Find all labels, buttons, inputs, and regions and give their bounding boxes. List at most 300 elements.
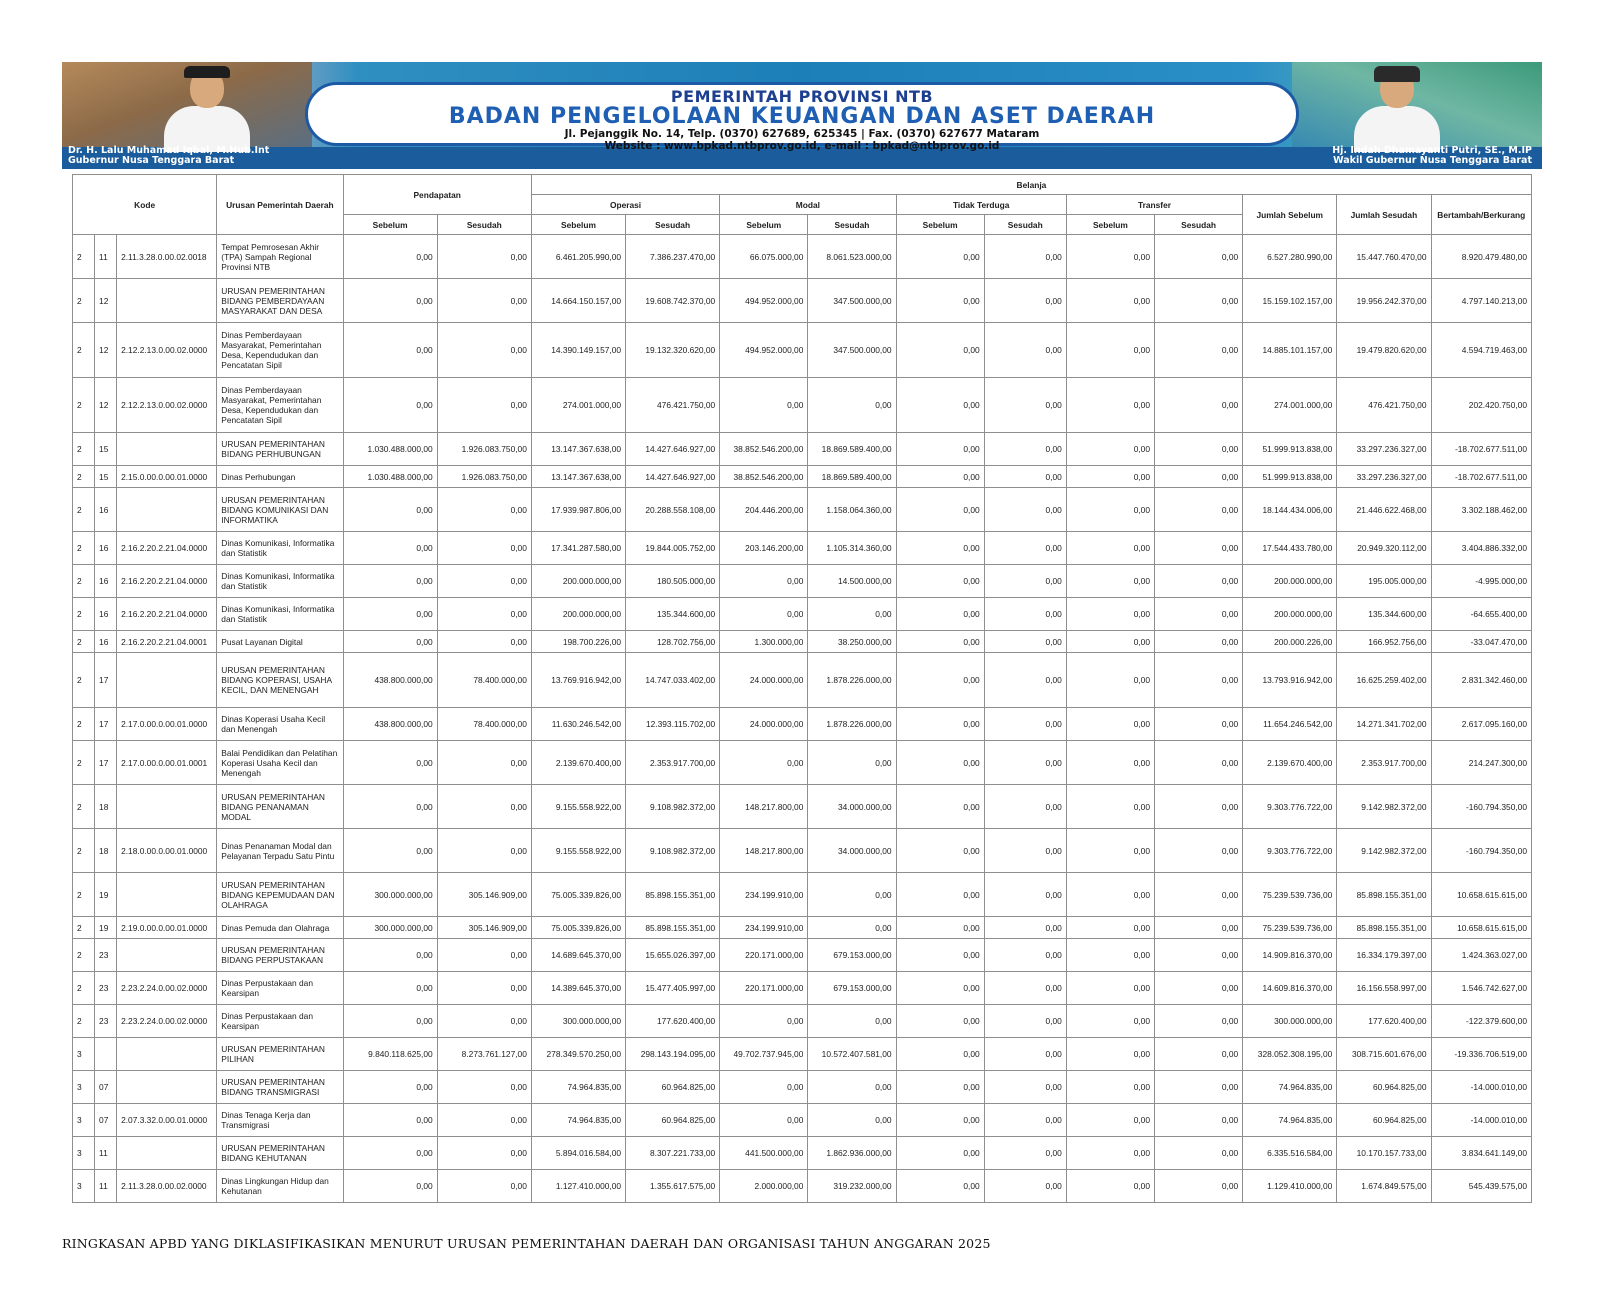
kode-organisasi: 2.16.2.20.2.21.04.0000 <box>117 565 217 598</box>
operasi-sebelum: 75.005.339.826,00 <box>531 917 625 939</box>
kode-urusan: 2 <box>73 939 95 972</box>
operasi-sesudah: 1.355.617.575,00 <box>626 1170 720 1203</box>
operasi-sesudah: 9.108.982.372,00 <box>626 785 720 829</box>
table-row <box>73 1038 1532 1071</box>
modal-sebelum: 2.000.000,00 <box>720 1170 808 1203</box>
jumlah-sesudah: 15.447.760.470,00 <box>1337 235 1431 279</box>
header-bertambah: Bertambah/Berkurang <box>1431 195 1532 235</box>
jumlah-sebelum: 274.001.000,00 <box>1243 378 1337 433</box>
tidak-terduga-sebelum: 0,00 <box>896 939 984 972</box>
pendapatan-sesudah: 0,00 <box>437 829 531 873</box>
tidak-terduga-sesudah: 0,00 <box>984 631 1066 653</box>
kode-urusan: 2 <box>73 631 95 653</box>
jumlah-sebelum: 75.239.539.736,00 <box>1243 917 1337 939</box>
header-modal: Modal <box>720 195 896 215</box>
table-row <box>73 565 1532 598</box>
document-footer-title: RINGKASAN APBD YANG DIKLASIFIKASIKAN MENURUT URUSAN PEMERINTAHAN DAERAH DAN ORGANISASI TAHUN ANGGARAN 2025 <box>62 1236 991 1251</box>
jumlah-sesudah: 195.005.000,00 <box>1337 565 1431 598</box>
pendapatan-sesudah: 0,00 <box>437 1005 531 1038</box>
modal-sesudah: 0,00 <box>808 917 896 939</box>
kode-bidang: 17 <box>95 708 117 741</box>
table-row <box>73 488 1532 532</box>
kode-bidang: 16 <box>95 598 117 631</box>
vice-governor-portrait <box>1342 66 1452 148</box>
jumlah-sebelum: 13.793.916.942,00 <box>1243 653 1337 708</box>
transfer-sesudah: 0,00 <box>1155 972 1243 1005</box>
kode-urusan: 2 <box>73 873 95 917</box>
jumlah-sebelum: 6.527.280.990,00 <box>1243 235 1337 279</box>
bertambah-berkurang: 4.594.719.463,00 <box>1431 323 1532 378</box>
modal-sesudah: 1.105.314.360,00 <box>808 532 896 565</box>
tidak-terduga-sebelum: 0,00 <box>896 598 984 631</box>
operasi-sebelum: 200.000.000,00 <box>531 565 625 598</box>
transfer-sesudah: 0,00 <box>1155 598 1243 631</box>
pendapatan-sebelum: 438.800.000,00 <box>343 708 437 741</box>
pendapatan-sesudah: 78.400.000,00 <box>437 653 531 708</box>
transfer-sesudah: 0,00 <box>1155 785 1243 829</box>
modal-sesudah: 14.500.000,00 <box>808 565 896 598</box>
kode-organisasi: 2.23.2.24.0.00.02.0000 <box>117 1005 217 1038</box>
urusan-name: Dinas Pemberdayaan Masyarakat, Pemerintahan Desa, Kependudukan dan Pencatatan Sipil <box>217 378 343 433</box>
operasi-sebelum: 5.894.016.584,00 <box>531 1137 625 1170</box>
modal-sebelum: 0,00 <box>720 598 808 631</box>
jumlah-sebelum: 14.909.816.370,00 <box>1243 939 1337 972</box>
kode-organisasi <box>117 488 217 532</box>
transfer-sesudah: 0,00 <box>1155 917 1243 939</box>
operasi-sesudah: 128.702.756,00 <box>626 631 720 653</box>
kode-organisasi <box>117 1137 217 1170</box>
kode-urusan: 2 <box>73 598 95 631</box>
operasi-sesudah: 14.427.646.927,00 <box>626 433 720 466</box>
modal-sesudah: 0,00 <box>808 1071 896 1104</box>
bertambah-berkurang: 3.302.188.462,00 <box>1431 488 1532 532</box>
urusan-name: Dinas Perhubungan <box>217 466 343 488</box>
modal-sebelum: 234.199.910,00 <box>720 873 808 917</box>
kode-urusan: 2 <box>73 741 95 785</box>
apbd-summary-table <box>72 174 1532 1203</box>
pendapatan-sesudah: 0,00 <box>437 488 531 532</box>
transfer-sesudah: 0,00 <box>1155 1071 1243 1104</box>
modal-sesudah: 18.869.589.400,00 <box>808 466 896 488</box>
operasi-sesudah: 135.344.600,00 <box>626 598 720 631</box>
bertambah-berkurang: -14.000.010,00 <box>1431 1071 1532 1104</box>
table-row <box>73 708 1532 741</box>
jumlah-sebelum: 74.964.835,00 <box>1243 1071 1337 1104</box>
bertambah-berkurang: 202.420.750,00 <box>1431 378 1532 433</box>
modal-sesudah: 0,00 <box>808 1104 896 1137</box>
operasi-sesudah: 9.108.982.372,00 <box>626 829 720 873</box>
transfer-sebelum: 0,00 <box>1066 653 1154 708</box>
tidak-terduga-sebelum: 0,00 <box>896 1005 984 1038</box>
kode-organisasi <box>117 873 217 917</box>
operasi-sesudah: 15.477.405.997,00 <box>626 972 720 1005</box>
modal-sebelum: 38.852.546.200,00 <box>720 433 808 466</box>
tidak-terduga-sebelum: 0,00 <box>896 785 984 829</box>
operasi-sebelum: 74.964.835,00 <box>531 1071 625 1104</box>
kode-organisasi: 2.12.2.13.0.00.02.0000 <box>117 378 217 433</box>
urusan-name: Dinas Perpustakaan dan Kearsipan <box>217 972 343 1005</box>
tidak-terduga-sesudah: 0,00 <box>984 785 1066 829</box>
pendapatan-sebelum: 0,00 <box>343 565 437 598</box>
tidak-terduga-sebelum: 0,00 <box>896 279 984 323</box>
kode-organisasi <box>117 1071 217 1104</box>
pendapatan-sesudah: 0,00 <box>437 532 531 565</box>
jumlah-sesudah: 166.952.756,00 <box>1337 631 1431 653</box>
pendapatan-sesudah: 0,00 <box>437 785 531 829</box>
tidak-terduga-sesudah: 0,00 <box>984 873 1066 917</box>
kode-urusan: 3 <box>73 1170 95 1203</box>
urusan-name: Pusat Layanan Digital <box>217 631 343 653</box>
modal-sebelum: 220.171.000,00 <box>720 939 808 972</box>
operasi-sebelum: 200.000.000,00 <box>531 598 625 631</box>
transfer-sebelum: 0,00 <box>1066 708 1154 741</box>
header-pendapatan: Pendapatan <box>343 175 531 215</box>
jumlah-sebelum: 18.144.434.006,00 <box>1243 488 1337 532</box>
kode-bidang: 19 <box>95 917 117 939</box>
pendapatan-sesudah: 0,00 <box>437 1170 531 1203</box>
urusan-name: Dinas Koperasi Usaha Kecil dan Menengah <box>217 708 343 741</box>
tidak-terduga-sebelum: 0,00 <box>896 323 984 378</box>
tidak-terduga-sesudah: 0,00 <box>984 378 1066 433</box>
tidak-terduga-sesudah: 0,00 <box>984 708 1066 741</box>
kode-bidang: 16 <box>95 565 117 598</box>
modal-sebelum: 234.199.910,00 <box>720 917 808 939</box>
kode-bidang: 17 <box>95 653 117 708</box>
pendapatan-sebelum: 9.840.118.625,00 <box>343 1038 437 1071</box>
urusan-name: URUSAN PEMERINTAHAN BIDANG PERPUSTAKAAN <box>217 939 343 972</box>
jumlah-sebelum: 1.129.410.000,00 <box>1243 1170 1337 1203</box>
kode-bidang: 11 <box>95 235 117 279</box>
header-sebelum: Sebelum <box>896 215 984 235</box>
kode-urusan: 3 <box>73 1137 95 1170</box>
modal-sesudah: 319.232.000,00 <box>808 1170 896 1203</box>
operasi-sebelum: 11.630.246.542,00 <box>531 708 625 741</box>
transfer-sesudah: 0,00 <box>1155 433 1243 466</box>
modal-sebelum: 0,00 <box>720 1071 808 1104</box>
urusan-name: Dinas Pemberdayaan Masyarakat, Pemerintahan Desa, Kependudukan dan Pencatatan Sipil <box>217 323 343 378</box>
bertambah-berkurang: 8.920.479.480,00 <box>1431 235 1532 279</box>
modal-sesudah: 10.572.407.581,00 <box>808 1038 896 1071</box>
transfer-sebelum: 0,00 <box>1066 488 1154 532</box>
kode-bidang <box>95 1038 117 1071</box>
operasi-sesudah: 85.898.155.351,00 <box>626 873 720 917</box>
header-operasi: Operasi <box>531 195 719 215</box>
urusan-name: URUSAN PEMERINTAHAN BIDANG PERHUBUNGAN <box>217 433 343 466</box>
pendapatan-sebelum: 0,00 <box>343 1170 437 1203</box>
operasi-sesudah: 7.386.237.470,00 <box>626 235 720 279</box>
transfer-sesudah: 0,00 <box>1155 653 1243 708</box>
header-sesudah: Sesudah <box>984 215 1066 235</box>
pendapatan-sebelum: 0,00 <box>343 1005 437 1038</box>
kode-bidang: 15 <box>95 433 117 466</box>
operasi-sesudah: 177.620.400,00 <box>626 1005 720 1038</box>
bertambah-berkurang: 2.617.095.160,00 <box>1431 708 1532 741</box>
table-row <box>73 653 1532 708</box>
operasi-sebelum: 13.769.916.942,00 <box>531 653 625 708</box>
kode-urusan: 3 <box>73 1104 95 1137</box>
operasi-sebelum: 9.155.558.922,00 <box>531 785 625 829</box>
tidak-terduga-sebelum: 0,00 <box>896 653 984 708</box>
tidak-terduga-sesudah: 0,00 <box>984 532 1066 565</box>
kode-bidang: 11 <box>95 1137 117 1170</box>
kode-urusan: 2 <box>73 378 95 433</box>
pendapatan-sebelum: 0,00 <box>343 829 437 873</box>
kode-bidang: 12 <box>95 323 117 378</box>
urusan-name: Dinas Perpustakaan dan Kearsipan <box>217 1005 343 1038</box>
bertambah-berkurang: -33.047.470,00 <box>1431 631 1532 653</box>
urusan-name: URUSAN PEMERINTAHAN BIDANG PENANAMAN MODAL <box>217 785 343 829</box>
pendapatan-sebelum: 0,00 <box>343 235 437 279</box>
table-row <box>73 235 1532 279</box>
kode-bidang: 16 <box>95 532 117 565</box>
tidak-terduga-sesudah: 0,00 <box>984 1005 1066 1038</box>
jumlah-sesudah: 9.142.982.372,00 <box>1337 829 1431 873</box>
agency-address: Jl. Pejanggik No. 14, Telp. (0370) 627689, 625345 | Fax. (0370) 627677 Mataram <box>564 128 1040 140</box>
tidak-terduga-sebelum: 0,00 <box>896 708 984 741</box>
operasi-sebelum: 198.700.226,00 <box>531 631 625 653</box>
tidak-terduga-sebelum: 0,00 <box>896 1104 984 1137</box>
operasi-sebelum: 17.341.287.580,00 <box>531 532 625 565</box>
jumlah-sesudah: 85.898.155.351,00 <box>1337 873 1431 917</box>
jumlah-sesudah: 135.344.600,00 <box>1337 598 1431 631</box>
jumlah-sesudah: 85.898.155.351,00 <box>1337 917 1431 939</box>
table-row <box>73 1071 1532 1104</box>
jumlah-sesudah: 20.949.320.112,00 <box>1337 532 1431 565</box>
tidak-terduga-sesudah: 0,00 <box>984 279 1066 323</box>
tidak-terduga-sesudah: 0,00 <box>984 466 1066 488</box>
tidak-terduga-sebelum: 0,00 <box>896 741 984 785</box>
pendapatan-sesudah: 0,00 <box>437 1137 531 1170</box>
modal-sesudah: 347.500.000,00 <box>808 279 896 323</box>
table-row <box>73 279 1532 323</box>
operasi-sebelum: 17.939.987.806,00 <box>531 488 625 532</box>
governor-portrait <box>152 66 262 148</box>
modal-sebelum: 1.300.000,00 <box>720 631 808 653</box>
bertambah-berkurang: -4.995.000,00 <box>1431 565 1532 598</box>
kode-bidang: 15 <box>95 466 117 488</box>
table-row <box>73 1137 1532 1170</box>
header-sebelum: Sebelum <box>531 215 625 235</box>
header-sebelum: Sebelum <box>343 215 437 235</box>
operasi-sebelum: 2.139.670.400,00 <box>531 741 625 785</box>
urusan-name: Dinas Lingkungan Hidup dan Kehutanan <box>217 1170 343 1203</box>
modal-sesudah: 18.869.589.400,00 <box>808 433 896 466</box>
kode-organisasi: 2.17.0.00.0.00.01.0000 <box>117 708 217 741</box>
tidak-terduga-sesudah: 0,00 <box>984 972 1066 1005</box>
pendapatan-sesudah: 8.273.761.127,00 <box>437 1038 531 1071</box>
jumlah-sebelum: 9.303.776.722,00 <box>1243 829 1337 873</box>
kode-organisasi <box>117 785 217 829</box>
pendapatan-sebelum: 0,00 <box>343 488 437 532</box>
transfer-sebelum: 0,00 <box>1066 565 1154 598</box>
tidak-terduga-sebelum: 0,00 <box>896 532 984 565</box>
urusan-name: Dinas Komunikasi, Informatika dan Statistik <box>217 532 343 565</box>
transfer-sebelum: 0,00 <box>1066 939 1154 972</box>
operasi-sesudah: 180.505.000,00 <box>626 565 720 598</box>
modal-sebelum: 148.217.800,00 <box>720 829 808 873</box>
header-sebelum: Sebelum <box>1066 215 1154 235</box>
agency-website: Website : www.bpkad.ntbprov.go.id, e-mail : bpkad@ntbprov.go.id <box>604 140 1000 152</box>
transfer-sesudah: 0,00 <box>1155 378 1243 433</box>
operasi-sesudah: 2.353.917.700,00 <box>626 741 720 785</box>
kode-urusan: 2 <box>73 433 95 466</box>
modal-sesudah: 34.000.000,00 <box>808 829 896 873</box>
operasi-sebelum: 1.127.410.000,00 <box>531 1170 625 1203</box>
kode-urusan: 2 <box>73 829 95 873</box>
bertambah-berkurang: 1.424.363.027,00 <box>1431 939 1532 972</box>
operasi-sesudah: 20.288.558.108,00 <box>626 488 720 532</box>
modal-sebelum: 220.171.000,00 <box>720 972 808 1005</box>
pendapatan-sesudah: 0,00 <box>437 378 531 433</box>
kode-urusan: 2 <box>73 785 95 829</box>
jumlah-sesudah: 33.297.236.327,00 <box>1337 466 1431 488</box>
transfer-sesudah: 0,00 <box>1155 631 1243 653</box>
jumlah-sesudah: 60.964.825,00 <box>1337 1104 1431 1137</box>
pendapatan-sesudah: 0,00 <box>437 741 531 785</box>
modal-sebelum: 38.852.546.200,00 <box>720 466 808 488</box>
tidak-terduga-sesudah: 0,00 <box>984 235 1066 279</box>
modal-sesudah: 0,00 <box>808 873 896 917</box>
kode-bidang: 19 <box>95 873 117 917</box>
bertambah-berkurang: 2.831.342.460,00 <box>1431 653 1532 708</box>
modal-sesudah: 1.158.064.360,00 <box>808 488 896 532</box>
transfer-sebelum: 0,00 <box>1066 433 1154 466</box>
vice-governor-caption: Hj. Indah Dhamayanti Putri, SE., M.IP Wakil Gubernur Nusa Tenggara Barat <box>1332 145 1532 166</box>
urusan-name: Dinas Tenaga Kerja dan Transmigrasi <box>217 1104 343 1137</box>
jumlah-sesudah: 2.353.917.700,00 <box>1337 741 1431 785</box>
pendapatan-sesudah: 305.146.909,00 <box>437 873 531 917</box>
modal-sesudah: 1.878.226.000,00 <box>808 653 896 708</box>
transfer-sesudah: 0,00 <box>1155 873 1243 917</box>
operasi-sesudah: 476.421.750,00 <box>626 378 720 433</box>
kode-bidang: 18 <box>95 829 117 873</box>
kode-bidang: 23 <box>95 972 117 1005</box>
transfer-sebelum: 0,00 <box>1066 279 1154 323</box>
urusan-name: URUSAN PEMERINTAHAN BIDANG TRANSMIGRASI <box>217 1071 343 1104</box>
tidak-terduga-sebelum: 0,00 <box>896 1071 984 1104</box>
kode-organisasi <box>117 939 217 972</box>
table-row <box>73 433 1532 466</box>
table-row <box>73 323 1532 378</box>
operasi-sebelum: 278.349.570.250,00 <box>531 1038 625 1071</box>
jumlah-sebelum: 14.885.101.157,00 <box>1243 323 1337 378</box>
pendapatan-sesudah: 0,00 <box>437 235 531 279</box>
bertambah-berkurang: 10.658.615.615,00 <box>1431 873 1532 917</box>
tidak-terduga-sebelum: 0,00 <box>896 466 984 488</box>
tidak-terduga-sesudah: 0,00 <box>984 741 1066 785</box>
operasi-sesudah: 19.844.005.752,00 <box>626 532 720 565</box>
kode-organisasi <box>117 433 217 466</box>
tidak-terduga-sebelum: 0,00 <box>896 565 984 598</box>
tidak-terduga-sebelum: 0,00 <box>896 488 984 532</box>
pendapatan-sebelum: 1.030.488.000,00 <box>343 466 437 488</box>
transfer-sebelum: 0,00 <box>1066 1104 1154 1137</box>
tidak-terduga-sesudah: 0,00 <box>984 653 1066 708</box>
jumlah-sesudah: 16.156.558.997,00 <box>1337 972 1431 1005</box>
kode-organisasi <box>117 279 217 323</box>
kode-urusan: 2 <box>73 1005 95 1038</box>
jumlah-sebelum: 75.239.539.736,00 <box>1243 873 1337 917</box>
transfer-sesudah: 0,00 <box>1155 939 1243 972</box>
table-row <box>73 1104 1532 1137</box>
urusan-name: Balai Pendidikan dan Pelatihan Koperasi Usaha Kecil dan Menengah <box>217 741 343 785</box>
urusan-name: Dinas Komunikasi, Informatika dan Statistik <box>217 598 343 631</box>
header-sesudah: Sesudah <box>626 215 720 235</box>
header-sebelum: Sebelum <box>720 215 808 235</box>
operasi-sesudah: 14.427.646.927,00 <box>626 466 720 488</box>
jumlah-sebelum: 6.335.516.584,00 <box>1243 1137 1337 1170</box>
kode-organisasi: 2.07.3.32.0.00.01.0000 <box>117 1104 217 1137</box>
governor-caption: Dr. H. Lalu Muhamad Iqbal, M.Hub.Int Gubernur Nusa Tenggara Barat <box>68 145 270 166</box>
bertambah-berkurang: 10.658.615.615,00 <box>1431 917 1532 939</box>
jumlah-sebelum: 2.139.670.400,00 <box>1243 741 1337 785</box>
pendapatan-sebelum: 0,00 <box>343 1104 437 1137</box>
jumlah-sebelum: 15.159.102.157,00 <box>1243 279 1337 323</box>
pendapatan-sesudah: 305.146.909,00 <box>437 917 531 939</box>
operasi-sebelum: 274.001.000,00 <box>531 378 625 433</box>
government-title: PEMERINTAH PROVINSI NTB <box>670 87 934 106</box>
jumlah-sesudah: 19.479.820.620,00 <box>1337 323 1431 378</box>
pendapatan-sebelum: 300.000.000,00 <box>343 917 437 939</box>
operasi-sebelum: 74.964.835,00 <box>531 1104 625 1137</box>
kode-urusan: 2 <box>73 917 95 939</box>
kode-organisasi: 2.11.3.28.0.00.02.0018 <box>117 235 217 279</box>
table-row <box>73 1005 1532 1038</box>
jumlah-sesudah: 33.297.236.327,00 <box>1337 433 1431 466</box>
kode-urusan: 2 <box>73 565 95 598</box>
kode-organisasi: 2.18.0.00.0.00.01.0000 <box>117 829 217 873</box>
transfer-sebelum: 0,00 <box>1066 235 1154 279</box>
jumlah-sesudah: 9.142.982.372,00 <box>1337 785 1431 829</box>
modal-sebelum: 24.000.000,00 <box>720 653 808 708</box>
kode-urusan: 2 <box>73 972 95 1005</box>
transfer-sebelum: 0,00 <box>1066 1137 1154 1170</box>
urusan-name: URUSAN PEMERINTAHAN BIDANG KOPERASI, USAHA KECIL, DAN MENENGAH <box>217 653 343 708</box>
urusan-name: Dinas Penanaman Modal dan Pelayanan Terpadu Satu Pintu <box>217 829 343 873</box>
kode-organisasi: 2.16.2.20.2.21.04.0000 <box>117 532 217 565</box>
kode-organisasi <box>117 653 217 708</box>
agency-title-card <box>305 82 1299 152</box>
operasi-sesudah: 19.608.742.370,00 <box>626 279 720 323</box>
modal-sesudah: 34.000.000,00 <box>808 785 896 829</box>
modal-sebelum: 494.952.000,00 <box>720 279 808 323</box>
modal-sebelum: 0,00 <box>720 1005 808 1038</box>
tidak-terduga-sesudah: 0,00 <box>984 1104 1066 1137</box>
kode-bidang: 18 <box>95 785 117 829</box>
jumlah-sebelum: 17.544.433.780,00 <box>1243 532 1337 565</box>
kode-organisasi: 2.16.2.20.2.21.04.0001 <box>117 631 217 653</box>
pendapatan-sesudah: 1.926.083.750,00 <box>437 466 531 488</box>
transfer-sebelum: 0,00 <box>1066 972 1154 1005</box>
modal-sesudah: 8.061.523.000,00 <box>808 235 896 279</box>
bertambah-berkurang: -160.794.350,00 <box>1431 785 1532 829</box>
modal-sebelum: 0,00 <box>720 565 808 598</box>
bertambah-berkurang: -64.655.400,00 <box>1431 598 1532 631</box>
jumlah-sebelum: 200.000.000,00 <box>1243 598 1337 631</box>
bertambah-berkurang: -14.000.010,00 <box>1431 1104 1532 1137</box>
modal-sebelum: 0,00 <box>720 741 808 785</box>
modal-sesudah: 0,00 <box>808 378 896 433</box>
jumlah-sesudah: 177.620.400,00 <box>1337 1005 1431 1038</box>
transfer-sebelum: 0,00 <box>1066 917 1154 939</box>
kode-organisasi: 2.11.3.28.0.00.02.0000 <box>117 1170 217 1203</box>
bertambah-berkurang: 1.546.742.627,00 <box>1431 972 1532 1005</box>
urusan-name: Tempat Pemrosesan Akhir (TPA) Sampah Regional Provinsi NTB <box>217 235 343 279</box>
bertambah-berkurang: -18.702.677.511,00 <box>1431 433 1532 466</box>
transfer-sebelum: 0,00 <box>1066 1005 1154 1038</box>
operasi-sesudah: 60.964.825,00 <box>626 1071 720 1104</box>
tidak-terduga-sesudah: 0,00 <box>984 565 1066 598</box>
